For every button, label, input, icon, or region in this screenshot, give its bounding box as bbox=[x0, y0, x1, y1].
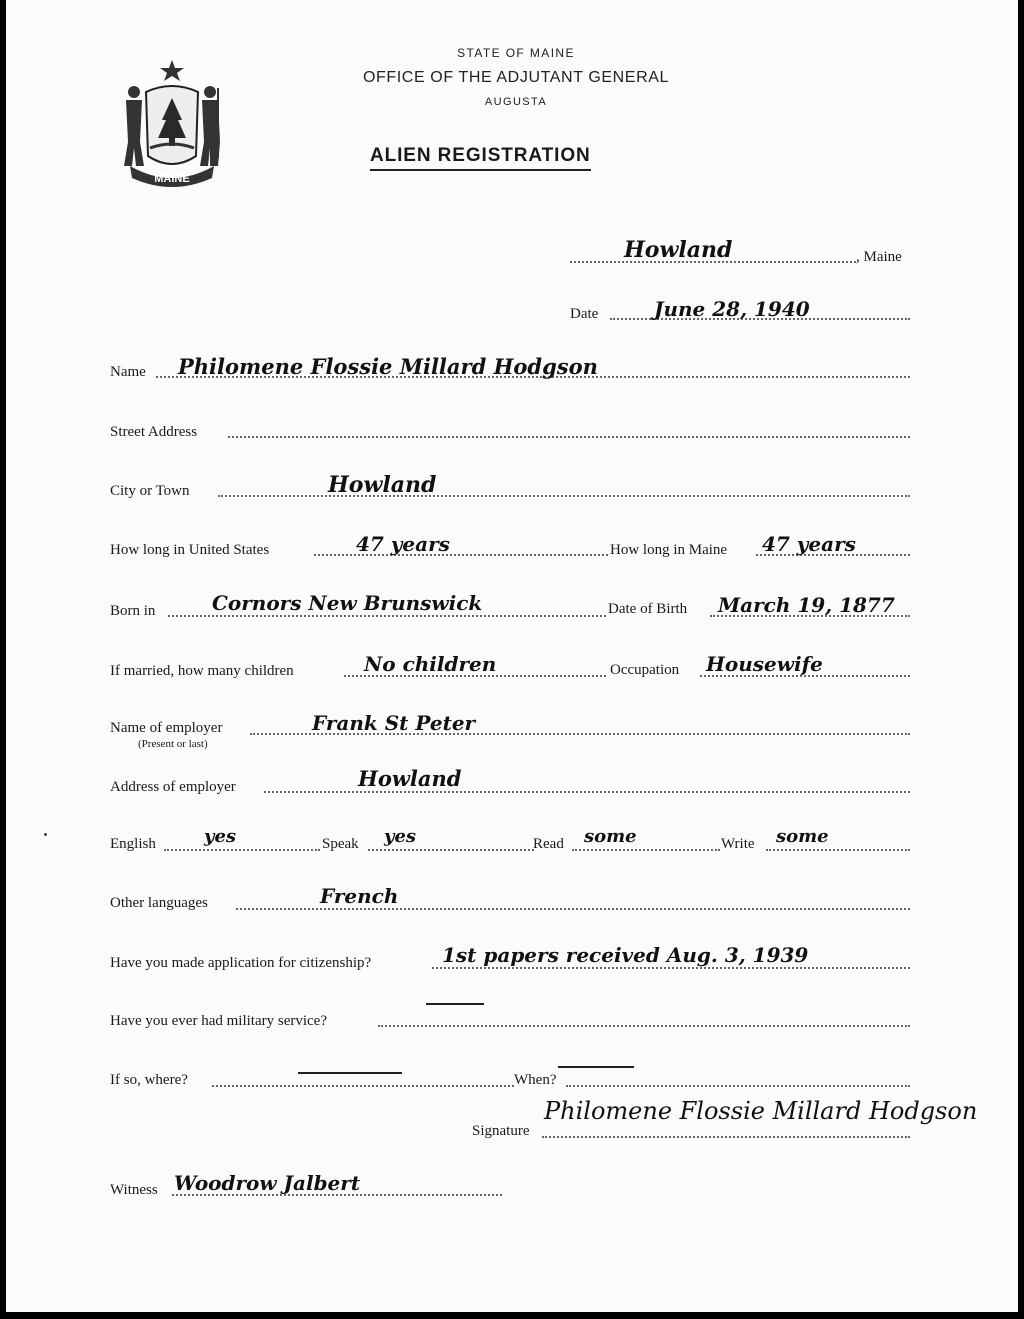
witness-value: Woodrow Jalbert bbox=[174, 1171, 361, 1195]
military-dash-mark bbox=[426, 1003, 484, 1005]
name-value: Philomene Flossie Millard Hodgson bbox=[178, 354, 598, 379]
long-us-label: How long in United States bbox=[110, 542, 270, 558]
long-maine-label: How long in Maine bbox=[610, 542, 728, 558]
born-value: Cornors New Brunswick bbox=[212, 591, 483, 615]
employer-label: Name of employer bbox=[110, 720, 223, 736]
children-label: If married, how many children bbox=[110, 663, 294, 679]
occupation-value: Housewife bbox=[706, 652, 823, 676]
write-label: Write bbox=[721, 836, 755, 852]
where-dash-mark bbox=[298, 1072, 402, 1074]
seal-motto-text: MAINE bbox=[154, 173, 190, 185]
dob-value: March 19, 1877 bbox=[718, 593, 895, 617]
occupation-label: Occupation bbox=[610, 662, 680, 678]
employer-address-value: Howland bbox=[358, 766, 462, 791]
header-city: AUGUSTA bbox=[484, 96, 548, 108]
header-office: OFFICE OF THE ADJUTANT GENERAL bbox=[362, 69, 670, 86]
when-dotted-line bbox=[566, 1085, 910, 1087]
maine-state-seal-icon bbox=[112, 58, 232, 190]
where-label: If so, where? bbox=[110, 1072, 188, 1088]
speak-label: Speak bbox=[322, 836, 359, 852]
military-label: Have you ever had military service? bbox=[110, 1013, 327, 1029]
military-dotted-line bbox=[378, 1025, 910, 1027]
witness-label: Witness bbox=[110, 1182, 158, 1198]
signature-label: Signature bbox=[472, 1123, 530, 1139]
when-dash-mark bbox=[558, 1066, 634, 1068]
date-label: Date bbox=[570, 306, 599, 322]
maine-label: , Maine bbox=[856, 249, 902, 265]
born-label: Born in bbox=[110, 603, 156, 619]
signature-value: Philomene Flossie Millard Hodgson bbox=[544, 1097, 978, 1125]
dob-label: Date of Birth bbox=[608, 601, 688, 617]
children-value: No children bbox=[364, 652, 497, 676]
street-label: Street Address bbox=[110, 424, 198, 440]
town-value: Howland bbox=[624, 237, 733, 263]
city-dotted-line bbox=[218, 495, 910, 497]
header-state: STATE OF MAINE bbox=[457, 46, 575, 60]
citizenship-value: 1st papers received Aug. 3, 1939 bbox=[442, 943, 809, 967]
citizenship-label: Have you made application for citizenship? bbox=[110, 955, 372, 971]
name-label: Name bbox=[110, 364, 146, 380]
date-value: June 28, 1940 bbox=[654, 297, 810, 321]
where-dotted-line bbox=[212, 1085, 514, 1087]
stray-mark bbox=[44, 833, 47, 836]
other-languages-value: French bbox=[320, 884, 399, 908]
read-value: some bbox=[584, 826, 637, 847]
employer-address-label: Address of employer bbox=[110, 779, 236, 795]
employer-value: Frank St Peter bbox=[312, 711, 476, 735]
read-label: Read bbox=[533, 836, 564, 852]
write-value: some bbox=[776, 826, 829, 847]
registration-form bbox=[6, 0, 1018, 1312]
form-title: ALIEN REGISTRATION bbox=[370, 145, 591, 171]
long-us-value: 47 years bbox=[356, 532, 450, 556]
city-value: Howland bbox=[328, 472, 437, 498]
other-languages-label: Other languages bbox=[110, 895, 208, 911]
speak-value: yes bbox=[384, 826, 417, 847]
english-dotted-line bbox=[164, 849, 320, 851]
english-label: English bbox=[110, 836, 156, 852]
long-maine-value: 47 years bbox=[762, 532, 856, 556]
street-dotted-line bbox=[228, 436, 910, 438]
city-label: City or Town bbox=[110, 483, 190, 499]
employer-note: (Present or last) bbox=[138, 738, 208, 750]
when-label: When? bbox=[514, 1072, 557, 1088]
signature-dotted-line bbox=[542, 1136, 910, 1138]
english-value: yes bbox=[204, 826, 237, 847]
